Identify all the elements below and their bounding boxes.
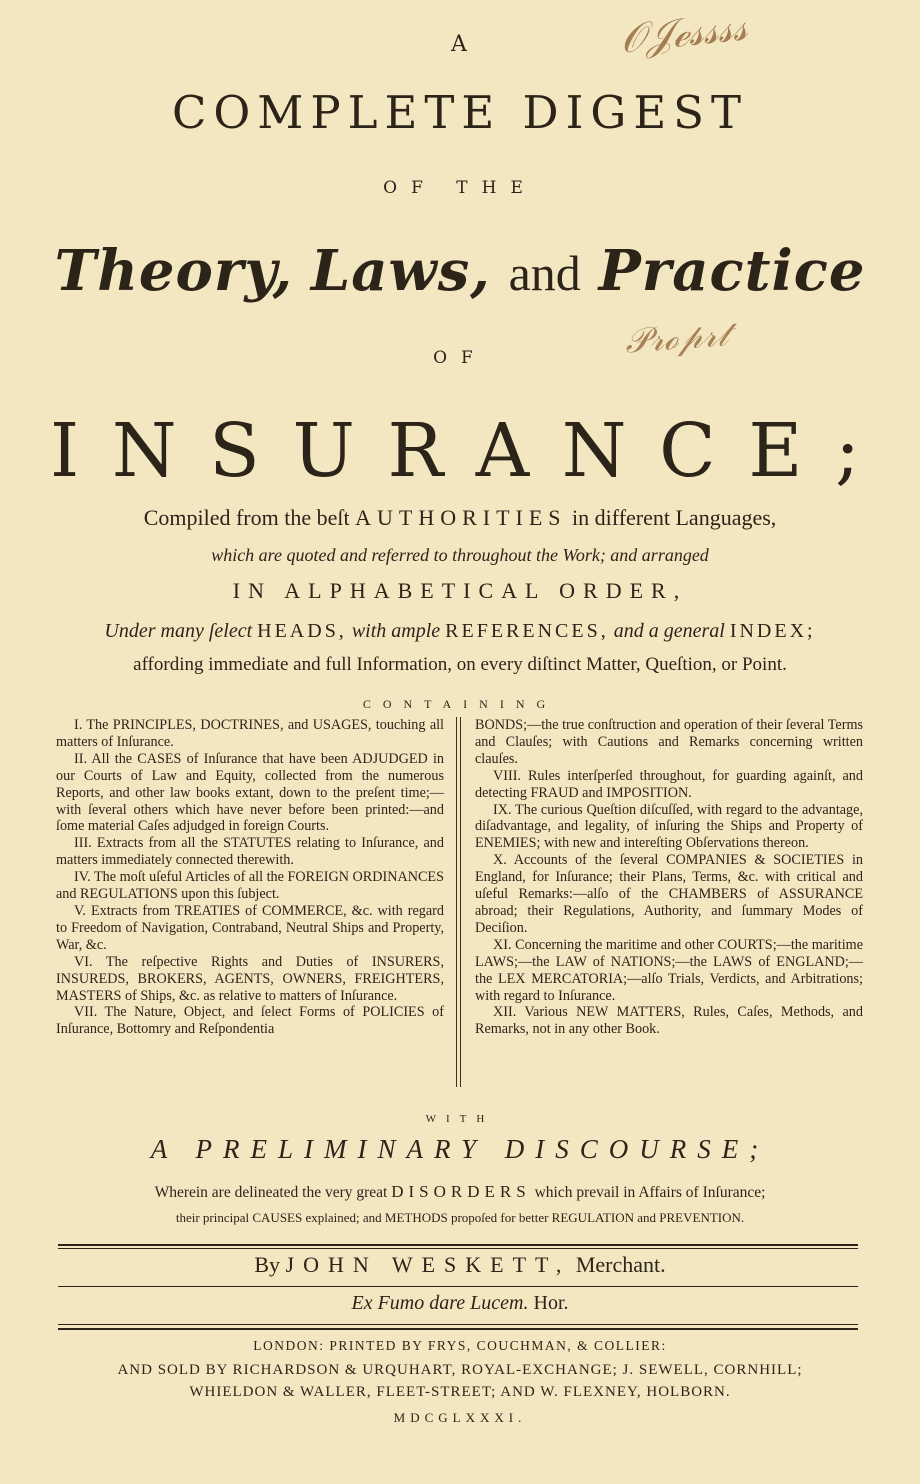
contents-item: V. Extracts from TREATIES of COMMERCE, &c. with regard to Freedom of Navigation, Contraband, Neutral Ships and Property, War, &c. [56, 902, 444, 953]
title-of-the: OF THE [383, 178, 537, 198]
rule-thin-2 [58, 1286, 858, 1287]
contents-item: XI. Concerning the maritime and other COURTS;—the maritime LAWS;—the LAW of NATIONS;—the LAWS of ENGLAND;—the LEX MERCATORIA;—alſo Trials, Verdicts, and Arbitrations; with regard to Inſurance. [475, 936, 863, 1004]
contents-item: I. The PRINCIPLES, DOCTRINES, and USAGES, touching all matters of Inſurance. [56, 717, 444, 750]
subtitle-affording: affording immediate and full Information, on every diſtinct Matter, Queſtion, or Point. [133, 654, 787, 675]
title-insurance-letter: N [561, 408, 627, 494]
subtitle-heads [0, 620, 920, 643]
subtitle-quoted: which are quoted and referred to throughout the Work; and arranged [211, 545, 709, 565]
title-insurance-letter: N [111, 408, 177, 494]
wherein-line [0, 1182, 920, 1202]
title-insurance-letter: A [475, 408, 530, 494]
contents-item: II. All the CASES of Inſurance that have been ADJUDGED in our Courts of Law and Equity, collected from the numerous Reports, and other law books extant, down to the preſent time;—with ſeveral others which have never before been printed:—and ſome material Caſes adjudged in foreign Courts. [56, 750, 444, 835]
containing-heading: CONTAINING [362, 697, 558, 711]
title-of: OF [433, 348, 487, 368]
title-theory-line [0, 238, 920, 304]
subtitle-heads-e: and a general [613, 620, 725, 642]
rule-thick-2 [58, 1328, 858, 1330]
subtitle-compiled [0, 505, 920, 531]
subtitle-heads-b: HEADS, [257, 620, 347, 642]
title-article: A [451, 32, 469, 57]
title-insurance [50, 408, 860, 494]
author-name: JOHN WESKETT, [285, 1252, 571, 1277]
subtitle-heads-f: INDEX; [729, 620, 816, 642]
with-heading: WITH [425, 1113, 495, 1125]
imprint-printer: LONDON: PRINTED BY FRYS, COUCHMAN, & COLLIER: [253, 1338, 667, 1353]
motto-source: Hor. [533, 1292, 569, 1314]
title-insurance-letter: C [659, 408, 716, 494]
rule-thin-3 [58, 1324, 858, 1325]
author-by: By [254, 1252, 281, 1277]
subtitle-heads-a: Under many ſelect [104, 620, 253, 642]
subtitle-alphabetical: IN ALPHABETICAL ORDER, [232, 578, 688, 603]
wherein-disorders: DISORDERS [391, 1182, 531, 1201]
imprint-year: MDCGLXXXI. [393, 1410, 527, 1425]
imprint-sellers-2: WHIELDON & WALLER, FLEET-STREET; AND W. FLEXNEY, HOLBORN. [189, 1384, 731, 1400]
title-insurance-letter: R [387, 408, 444, 494]
imprint-sellers-1: AND SOLD BY RICHARDSON & URQUHART, ROYAL-EXCHANGE; J. SEWELL, CORNHILL; [117, 1362, 803, 1378]
contents-item: IV. The moſt uſeful Articles of all the FOREIGN ORDINANCES and REGULATIONS upon this ſubject. [56, 869, 444, 903]
title-laws: Laws, [310, 238, 491, 304]
author-occupation: Merchant. [575, 1252, 666, 1277]
column-divider [456, 717, 461, 1087]
handwritten-signature-mid: 𝒫𝓇ℴ𝓅𝓇𝓉 [623, 314, 730, 362]
title-and: and [508, 245, 581, 301]
title-theory: Theory, [54, 238, 294, 304]
contents-item: BONDS;—the true conſtruction and operation of their ſeveral Terms and Clauſes; with Cautions and Remarks concerning written clauſes. [475, 717, 864, 767]
motto-line [0, 1292, 920, 1315]
rule-thick-1 [58, 1244, 858, 1246]
wherein-pre: Wherein are delineated the very great [154, 1184, 388, 1201]
author-line [0, 1252, 920, 1278]
contents-item: VII. The Nature, Object, and ſelect Forms of POLICIES of Inſurance, Bottomry and Reſpondentia [56, 1004, 444, 1038]
contents-right-column [475, 717, 863, 1038]
title-insurance-letter: ; [834, 408, 860, 494]
contents-item: VIII. Rules interſperſed throughout, for guarding againſt, and detecting FRAUD and IMPOSITION. [475, 767, 863, 801]
subtitle-compiled-post: in different Languages, [572, 505, 777, 530]
title-main: COMPLETE DIGEST [171, 86, 749, 139]
contents-item: III. Extracts from all the STATUTES relating to Inſurance, and matters immediately connected therewith. [56, 835, 444, 869]
handwritten-signature-top: 𝒪𝒥ℯ𝓈𝓈𝓈𝓈 [617, 3, 750, 63]
motto-text: Ex Fumo dare Lucem. [351, 1292, 529, 1314]
subtitle-heads-d: REFERENCES, [445, 620, 609, 642]
preliminary-discourse: A PRELIMINARY DISCOURSE; [150, 1134, 770, 1164]
title-insurance-letter: I [50, 408, 80, 494]
contents-item: VI. The reſpective Rights and Duties of INSURERS, INSUREDS, BROKERS, AGENTS, OWNERS, FREIGHTERS, MASTERS of Ships, &c. as relative to matters of Inſurance. [56, 953, 444, 1004]
title-insurance-letter: S [209, 408, 260, 494]
contents-item: IX. The curious Queſtion diſcuſſed, with regard to the advantage, diſadvantage, and legality, of inſuring the Ships and Property of ENEMIES; with new and intereſting Obſervations thereon. [475, 801, 863, 852]
title-practice: Practice [598, 238, 866, 304]
title-insurance-word [50, 408, 860, 494]
wherein-post: which prevail in Affairs of Inſurance; [534, 1184, 766, 1201]
causes-line: their principal CAUSES explained; and METHODS propoſed for better REGULATION and PREVENTION. [175, 1210, 745, 1225]
contents-left-column [56, 717, 444, 1038]
subtitle-compiled-pre: Compiled from the beſt [143, 505, 350, 530]
subtitle-heads-c: with ample [351, 620, 441, 642]
subtitle-authorities: AUTHORITIES [355, 505, 567, 530]
contents-item: X. Accounts of the ſeveral COMPANIES & SOCIETIES in England, for Inſurance; their Plans, Terms, &c. with critical and uſeful Remarks:—alſo of the CHAMBERS of ASSURANCE abroad; their Regulations, Authority, and ſummary Modes of Deciſion. [475, 852, 863, 936]
title-insurance-letter: U [292, 408, 355, 494]
contents-item: XII. Various NEW MATTERS, Rules, Caſes, Methods, and Remarks, not in any other Book. [475, 1004, 863, 1038]
rule-thin-1 [58, 1248, 858, 1249]
title-insurance-letter: E [748, 408, 803, 494]
